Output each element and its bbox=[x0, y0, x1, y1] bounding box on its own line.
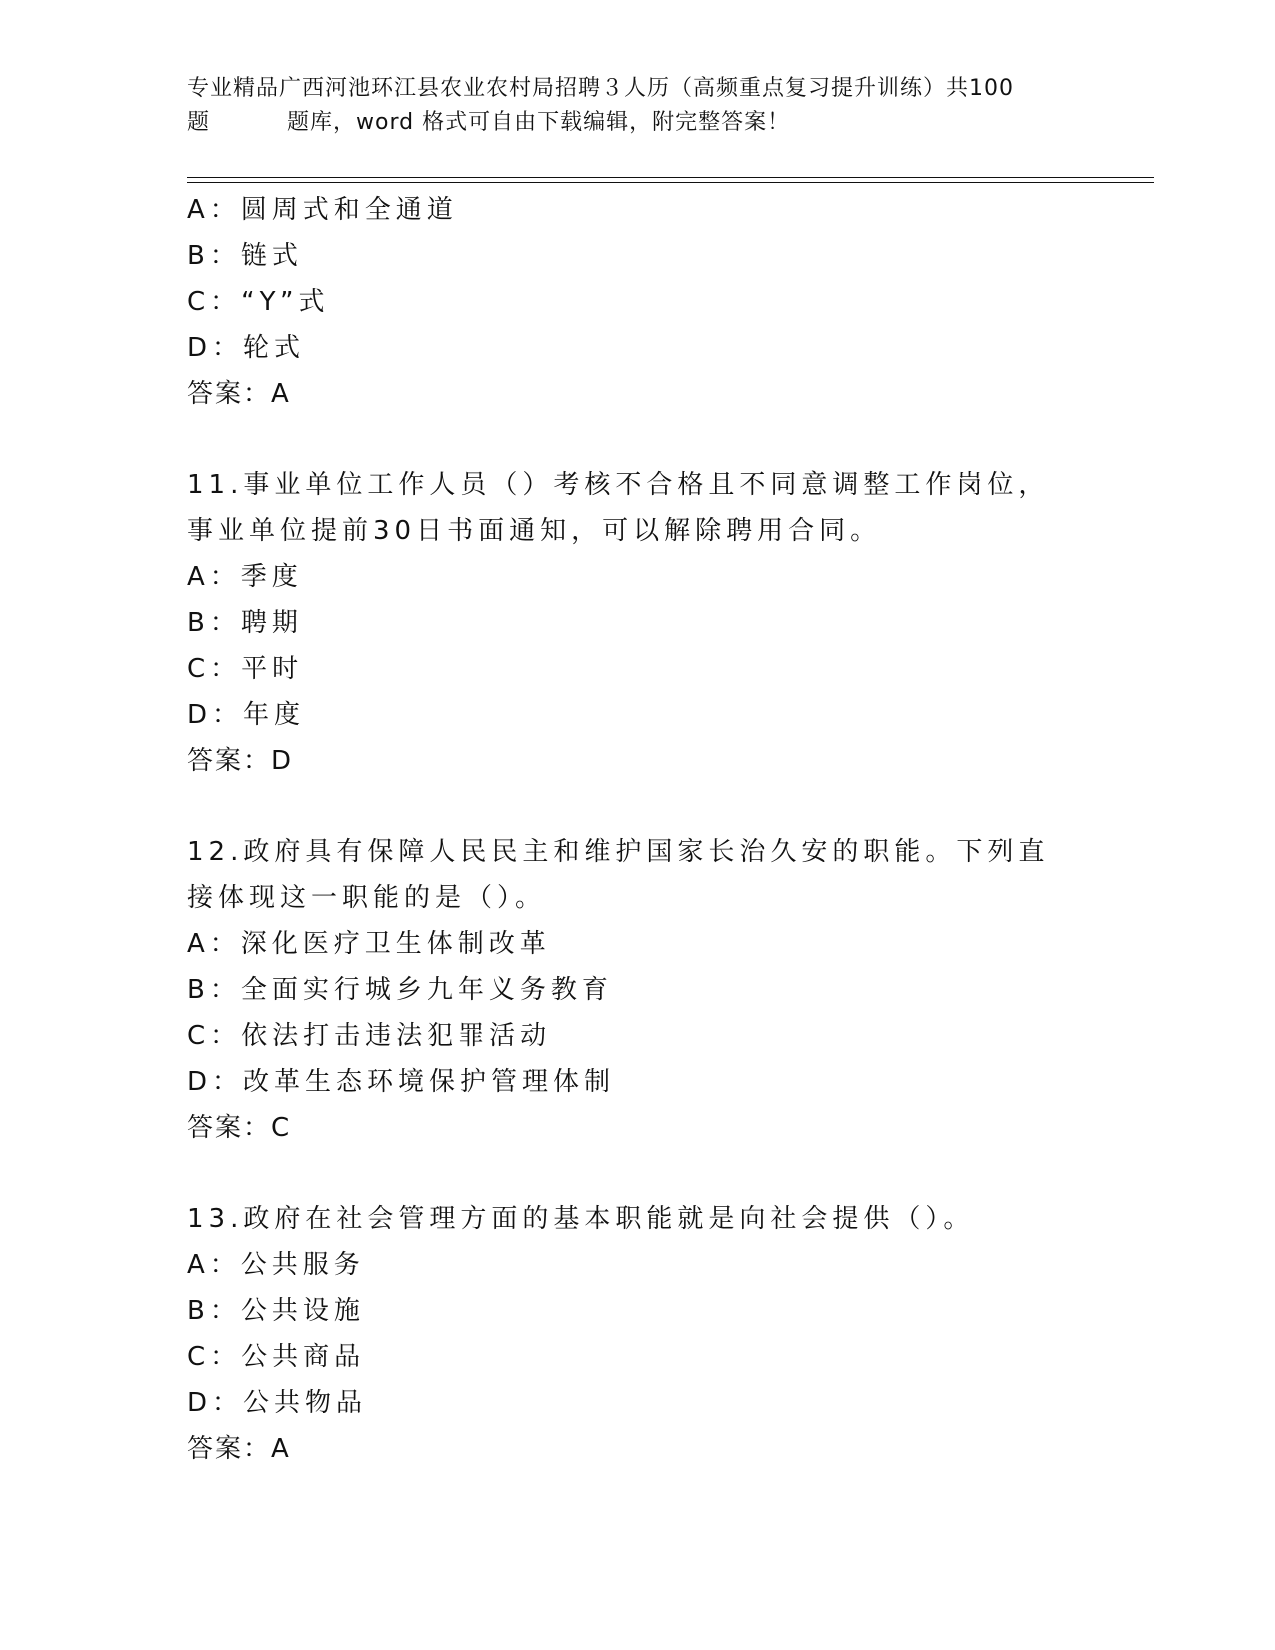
option-a: A：公共服务 bbox=[187, 1250, 365, 1280]
question-spacer bbox=[187, 784, 1087, 829]
header-divider-bottom bbox=[187, 182, 1154, 183]
option-c: C：平时 bbox=[187, 654, 304, 684]
header-title-line2-rest: 题库，word 格式可自由下载编辑，附完整答案！ bbox=[287, 110, 791, 135]
question-11 bbox=[187, 462, 1087, 784]
answer-line: 答案：A bbox=[187, 1434, 291, 1464]
option-b: B：链式 bbox=[187, 241, 303, 271]
option-d: D：改革生态环境保护管理体制 bbox=[187, 1067, 616, 1097]
question-spacer bbox=[187, 1151, 1087, 1196]
option-d: D：公共物品 bbox=[187, 1388, 368, 1418]
question-text: 12.政府具有保障人民民主和维护国家长治久安的职能。下列直接体现这一职能的是（）。 bbox=[187, 837, 1050, 913]
option-b: B：全面实行城乡九年义务教育 bbox=[187, 975, 613, 1005]
option-d: D：轮式 bbox=[187, 333, 306, 363]
answer-line: 答案：A bbox=[187, 379, 291, 409]
question-text: 11.事业单位工作人员（）考核不合格且不同意调整工作岗位，事业单位提前30日书面通知，可以解除聘用合同。 bbox=[187, 470, 1050, 546]
option-c: C：公共商品 bbox=[187, 1342, 366, 1372]
option-c: C：“Y”式 bbox=[187, 287, 330, 317]
option-b: B：公共设施 bbox=[187, 1296, 365, 1326]
question-12 bbox=[187, 829, 1087, 1151]
answer-line: 答案：C bbox=[187, 1113, 292, 1143]
question-10 bbox=[187, 187, 1087, 417]
question-text: 13.政府在社会管理方面的基本职能就是向社会提供（）。 bbox=[187, 1204, 975, 1234]
header-title-line2 bbox=[187, 106, 1087, 140]
question-spacer bbox=[187, 417, 1087, 462]
answer-line: 答案：D bbox=[187, 746, 294, 776]
header-title-line2-start: 题 bbox=[187, 110, 211, 135]
header-title-line1: 专业精品广西河池环江县农业农村局招聘３人历（高频重点复习提升训练）共100 bbox=[187, 76, 1014, 101]
option-a: A：季度 bbox=[187, 562, 303, 592]
question-13 bbox=[187, 1196, 1087, 1472]
option-a: A：深化医疗卫生体制改革 bbox=[187, 929, 551, 959]
header-divider-top bbox=[187, 177, 1154, 178]
question-list bbox=[187, 187, 1087, 1472]
option-b: B：聘期 bbox=[187, 608, 303, 638]
option-a: A：圆周式和全通道 bbox=[187, 195, 458, 225]
option-c: C：依法打击违法犯罪活动 bbox=[187, 1021, 552, 1051]
document-header bbox=[187, 72, 1087, 140]
option-d: D：年度 bbox=[187, 700, 306, 730]
